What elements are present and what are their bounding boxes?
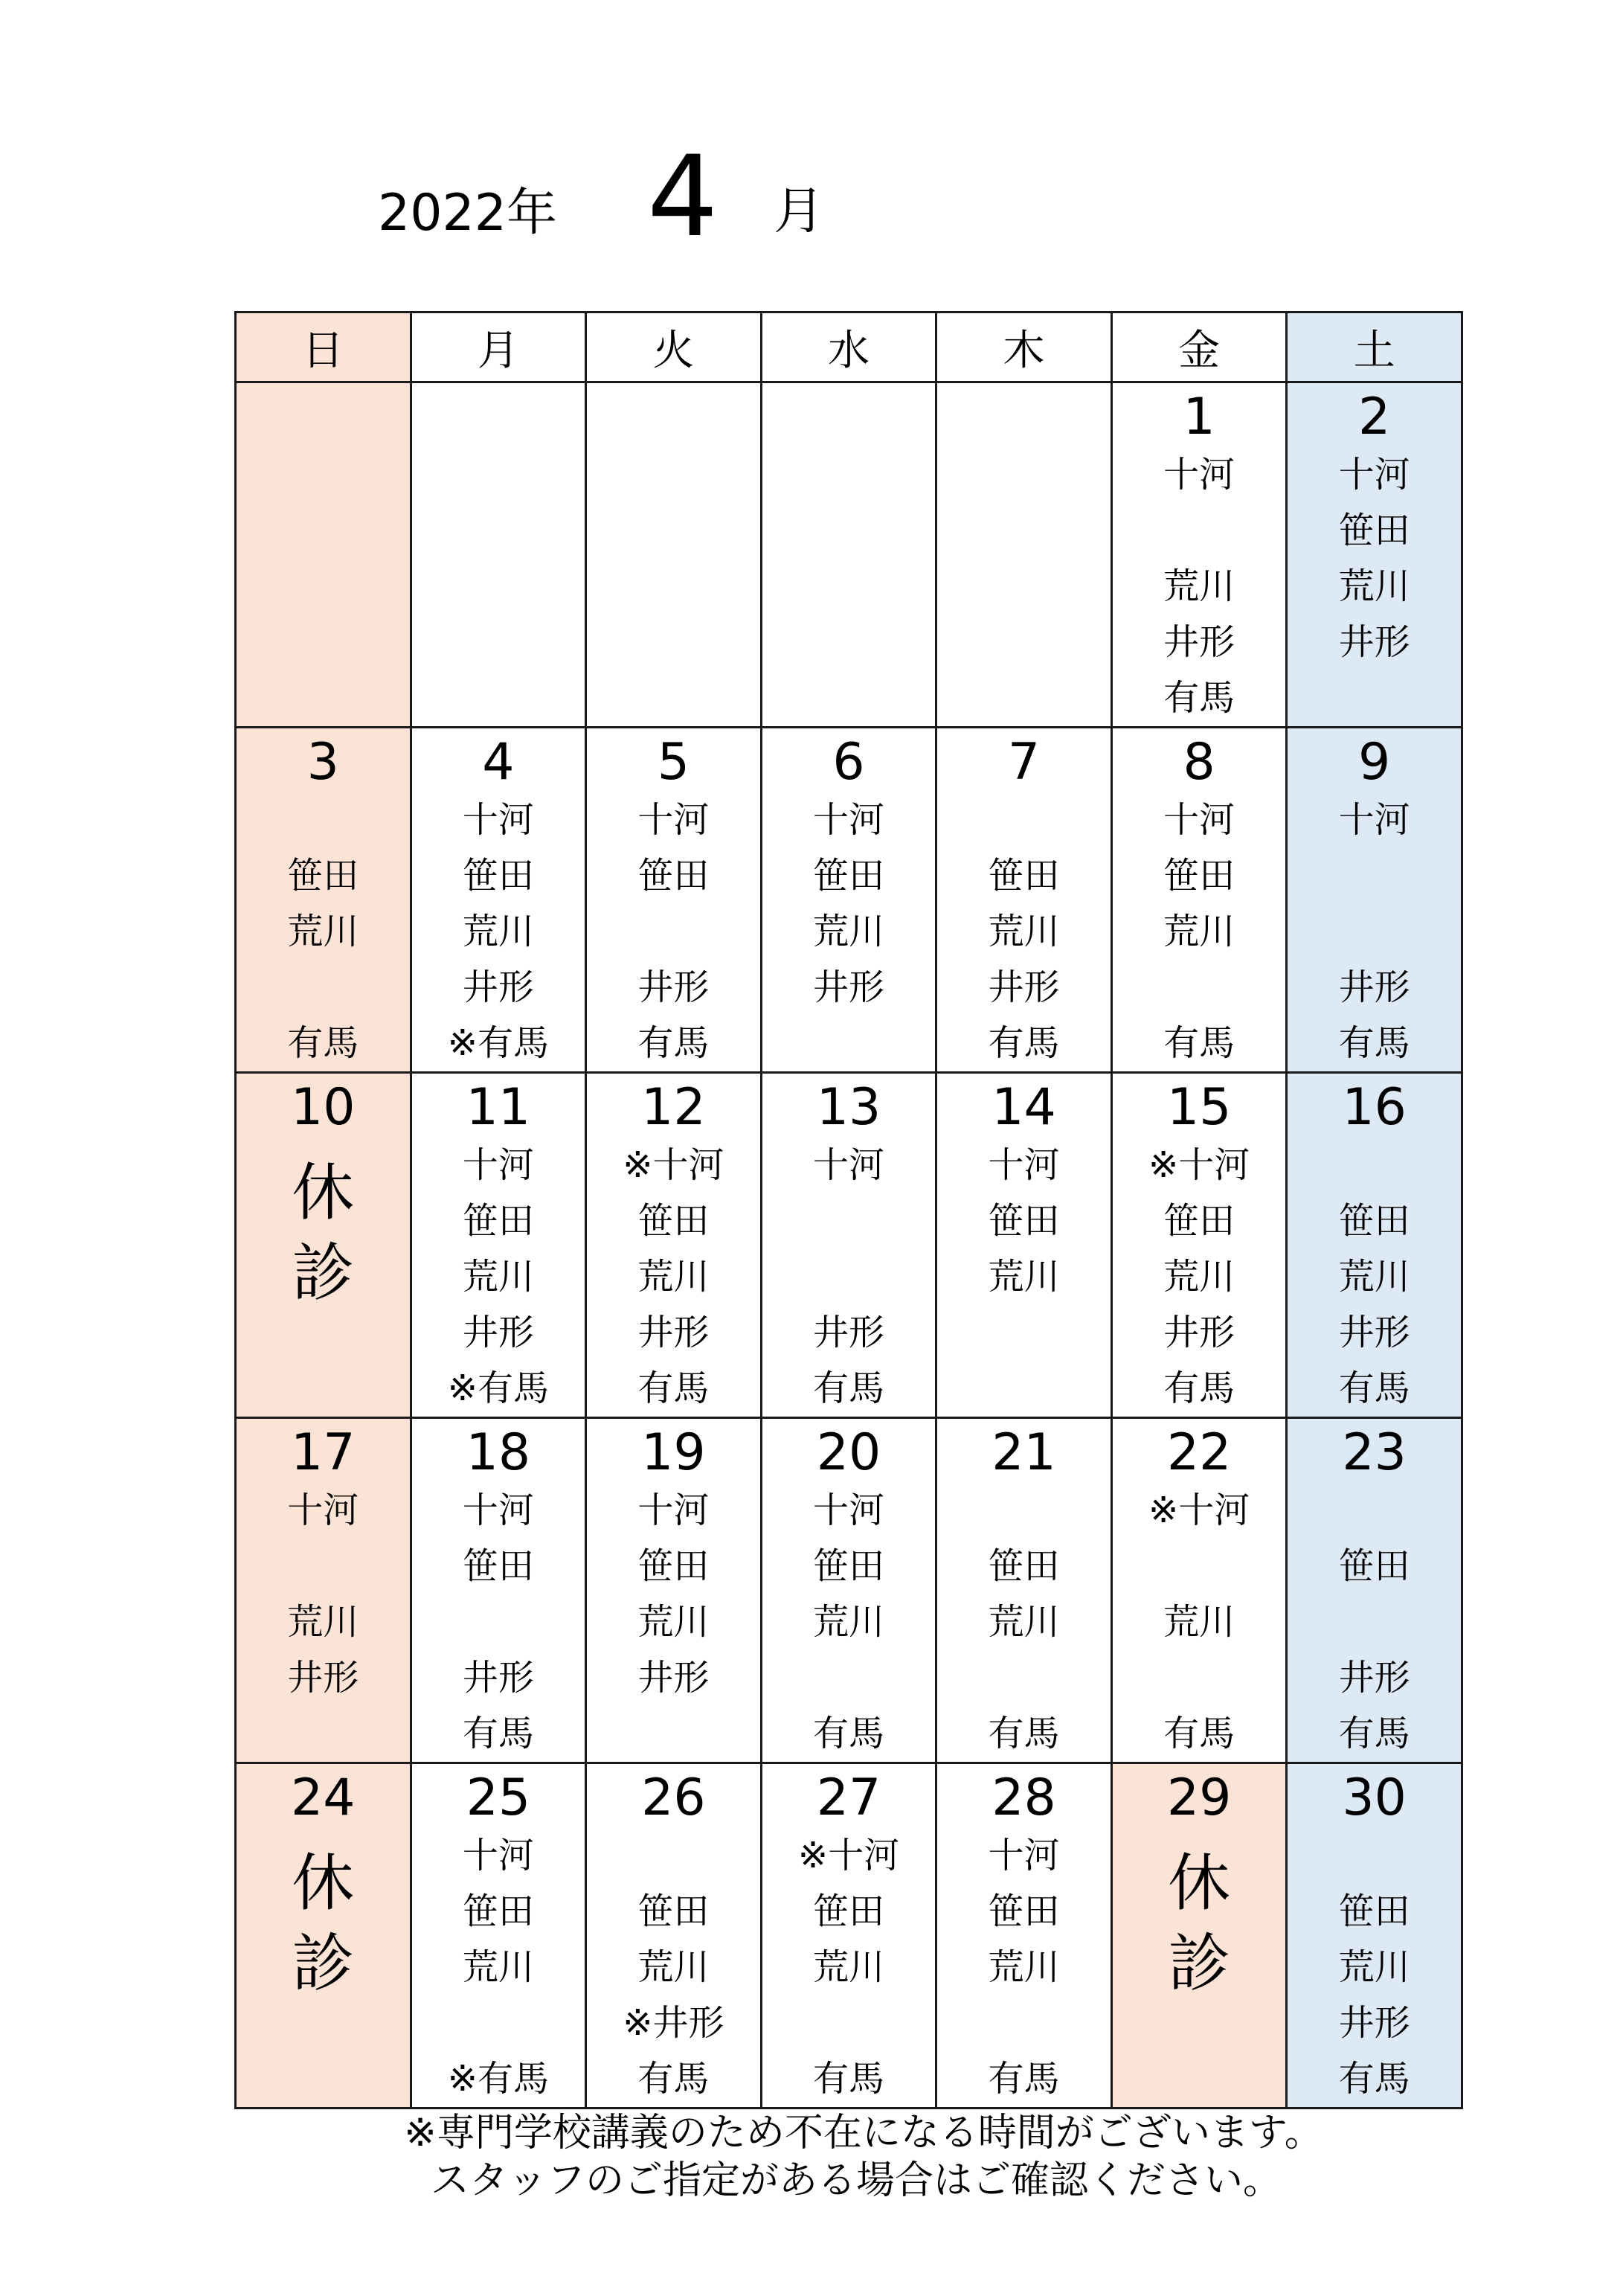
staff-name: 井形 [988,966,1060,1008]
footnote-line-2: スタッフのご指定がある場合はご確認ください。 [430,2158,1282,2203]
staff-name: 笹田 [1338,1545,1410,1587]
day-cell [761,728,936,1073]
staff-name [237,1706,410,1762]
staff-name: 荒川 [1338,565,1410,607]
day-cell [236,1073,411,1418]
staff-name [762,1650,936,1706]
staff-name: ※有馬 [447,2058,549,2100]
day-number: 7 [1007,733,1041,792]
day-number: 6 [832,733,865,792]
day-cell [936,728,1112,1073]
staff-name: 荒川 [988,1256,1060,1298]
staff-name [237,792,410,848]
day-number: 11 [466,1078,531,1137]
staff-name: 笹田 [287,855,359,897]
staff-name: ※有馬 [447,1367,549,1409]
day-cell [936,1073,1112,1418]
staff-name: ※十河 [1148,1489,1250,1531]
day-cell [1287,1073,1462,1418]
staff-name: 十河 [1338,454,1410,496]
staff-name: 有馬 [812,1367,884,1409]
staff-name: 笹田 [812,855,884,897]
staff-name: 井形 [637,1312,710,1353]
staff-name: ※井形 [623,2002,724,2044]
staff-name: 井形 [1338,2002,1410,2044]
day-number [587,388,760,447]
staff-name: 有馬 [1338,1713,1410,1754]
staff-name: 笹田 [812,1891,884,1932]
staff-name: 笹田 [988,1200,1060,1242]
closed-label: 休 診 [1168,1847,1231,2000]
staff-name: 荒川 [462,1256,534,1298]
staff-name [1288,1483,1461,1539]
day-number: 1 [1183,388,1215,446]
staff-name: 荒川 [988,1946,1060,1988]
staff-name: 十河 [812,1144,884,1186]
staff-name: 有馬 [812,1713,884,1754]
footnote-line-1: ※専門学校講義のため不在になる時間がございます。 [404,2111,1323,2155]
staff-name [762,1193,936,1249]
staff-name: 荒川 [1163,1256,1235,1298]
staff-name: 十河 [287,1489,359,1531]
day-cell [236,1418,411,1763]
day-number: 13 [816,1078,881,1137]
staff-name [237,1539,410,1594]
staff-name [762,1995,936,2051]
staff-name: 荒川 [988,1601,1060,1643]
staff-name [1288,1594,1461,1650]
staff-name [587,1828,760,1884]
staff-name: 井形 [1338,966,1410,1008]
staff-name [937,1995,1111,2051]
staff-name: 有馬 [287,1022,359,1064]
staff-name [412,1594,585,1650]
staff-name: 荒川 [637,1946,710,1988]
staff-name: 井形 [462,966,534,1008]
day-cell [761,1073,936,1418]
staff-name: 有馬 [462,1713,534,1754]
staff-name: 荒川 [287,1601,359,1643]
staff-name [1113,503,1286,559]
day-number [762,388,936,447]
staff-name: 笹田 [637,1200,710,1242]
day-number: 12 [641,1078,706,1137]
staff-name: ※有馬 [447,1022,549,1064]
staff-name [1288,848,1461,904]
staff-name: 十河 [637,1489,710,1531]
staff-name: 有馬 [1338,1367,1410,1409]
staff-name [937,1483,1111,1539]
staff-name: 笹田 [1338,1891,1410,1932]
staff-name: 十河 [462,1489,534,1531]
staff-name [937,1650,1111,1706]
day-number: 16 [1342,1078,1407,1137]
staff-name: 笹田 [637,855,710,897]
weekday-monday: 月 [411,312,586,382]
staff-name: 有馬 [637,1367,710,1409]
weekday-friday: 金 [1111,312,1287,382]
staff-name: 笹田 [462,855,534,897]
staff-name [937,1361,1111,1417]
staff-name [762,1016,936,1071]
staff-name: 荒川 [1338,1946,1410,1988]
staff-name: 十河 [988,1144,1060,1186]
closed-label: 休 診 [292,1847,355,2000]
week-row [236,382,1462,728]
weekday-saturday: 土 [1287,312,1462,382]
staff-name: 笹田 [637,1545,710,1587]
staff-name: 有馬 [1338,2058,1410,2100]
week-row [236,1763,1462,2109]
staff-name: 有馬 [988,1022,1060,1064]
staff-name [1288,1828,1461,1884]
day-cell [761,1763,936,2109]
day-cell [236,728,411,1073]
staff-name: 荒川 [462,1946,534,1988]
staff-name: 笹田 [988,1545,1060,1587]
staff-name: 有馬 [1338,1022,1410,1064]
day-number: 2 [1358,388,1391,446]
staff-name: 笹田 [462,1891,534,1932]
day-cell [236,382,411,728]
day-cell [586,1073,762,1418]
staff-name: 十河 [988,1835,1060,1876]
staff-name: ※十河 [797,1835,900,1876]
day-cell [586,728,762,1073]
staff-name: ※十河 [1148,1144,1250,1186]
day-number: 5 [657,733,690,792]
calendar-title [0,132,1623,275]
schedule-calendar [234,311,1463,2109]
staff-name: 井形 [1338,1312,1410,1353]
day-number: 21 [992,1423,1056,1482]
footnote [0,2109,1623,2204]
staff-name: 荒川 [1163,565,1235,607]
staff-name: 有馬 [988,2058,1060,2100]
day-cell [1287,728,1462,1073]
day-number: 20 [816,1423,881,1482]
staff-name: 井形 [287,1657,359,1699]
staff-name [1113,960,1286,1016]
staff-name: 荒川 [637,1256,710,1298]
closed-label: 休 診 [292,1156,355,1309]
staff-name: 井形 [637,966,710,1008]
staff-name: 笹田 [1163,855,1235,897]
staff-name: 荒川 [1163,1601,1235,1643]
day-cell [936,382,1112,728]
day-number: 4 [482,733,515,792]
day-cell [586,382,762,728]
day-number: 3 [306,733,339,792]
day-cell [586,1763,762,2109]
staff-name: 有馬 [1163,1367,1235,1409]
day-cell [586,1418,762,1763]
staff-name: 十河 [1338,799,1410,841]
day-number: 28 [992,1769,1056,1827]
year-label: 2022年 [378,184,558,243]
day-number: 26 [641,1769,706,1827]
staff-name [1113,1650,1286,1706]
staff-name: 荒川 [812,911,884,952]
day-cell [411,728,586,1073]
day-number: 29 [1166,1769,1232,1827]
staff-name: 十河 [812,799,884,841]
day-number: 14 [992,1078,1056,1137]
staff-name: 有馬 [637,2058,710,2100]
day-cell [936,1763,1112,2109]
staff-name: 荒川 [287,911,359,952]
day-cell [411,1073,586,1418]
day-number: 25 [466,1769,531,1827]
day-number: 23 [1342,1423,1407,1482]
staff-name: ※十河 [623,1144,724,1186]
weekday-tuesday: 火 [586,312,762,382]
staff-name: 荒川 [637,1601,710,1643]
staff-name: 荒川 [462,911,534,952]
day-cell [1111,382,1287,728]
day-cell [1287,382,1462,728]
week-row [236,728,1462,1073]
staff-name [587,1706,760,1762]
staff-name: 十河 [637,799,710,841]
day-number: 9 [1358,733,1391,792]
staff-name [237,960,410,1016]
week-row [236,1073,1462,1418]
weekday-wednesday: 水 [761,312,936,382]
staff-name: 有馬 [988,1713,1060,1754]
day-number: 30 [1342,1769,1407,1827]
weekday-thursday: 木 [936,312,1112,382]
day-cell [411,1763,586,2109]
staff-name: 荒川 [812,1601,884,1643]
weekday-sunday: 日 [236,312,411,382]
staff-name [1113,1539,1286,1594]
staff-name [1288,1138,1461,1193]
staff-name: 笹田 [462,1545,534,1587]
staff-name: 荒川 [1163,911,1235,952]
day-number: 19 [641,1423,706,1482]
day-cell [761,1418,936,1763]
staff-name: 井形 [1163,621,1235,663]
staff-name [412,1995,585,2051]
staff-name: 十河 [1163,799,1235,841]
day-number: 10 [291,1078,356,1137]
week-row [236,1418,1462,1763]
day-cell [411,382,586,728]
staff-name [762,1249,936,1305]
day-number: 17 [291,1423,356,1482]
day-number: 18 [466,1423,531,1482]
staff-name: 有馬 [1163,1713,1235,1754]
staff-name [1288,904,1461,960]
day-cell [236,1763,411,2109]
staff-name: 笹田 [1338,510,1410,551]
staff-name: 有馬 [812,2058,884,2100]
staff-name [937,792,1111,848]
day-cell [1287,1418,1462,1763]
weekday-header-row [236,312,1462,382]
month-label: 月 [774,182,825,241]
staff-name [587,904,760,960]
staff-name: 井形 [462,1657,534,1699]
staff-name: 井形 [812,1312,884,1353]
staff-name: 荒川 [812,1946,884,1988]
staff-name: 井形 [637,1657,710,1699]
staff-name: 荒川 [1338,1256,1410,1298]
staff-name: 笹田 [462,1200,534,1242]
day-cell [411,1418,586,1763]
staff-name: 井形 [1163,1312,1235,1353]
day-number [237,388,410,447]
staff-name: 笹田 [988,1891,1060,1932]
day-number [937,388,1111,447]
day-cell [1111,1073,1287,1418]
day-number: 27 [816,1769,881,1827]
month-number: 4 [647,132,719,262]
staff-name: 笹田 [1163,1200,1235,1242]
staff-name: 十河 [1163,454,1235,496]
day-cell [936,1418,1112,1763]
staff-name: 井形 [1338,1657,1410,1699]
staff-name [937,1305,1111,1361]
day-number: 15 [1166,1078,1232,1137]
staff-name: 十河 [462,1835,534,1876]
staff-name: 井形 [462,1312,534,1353]
staff-name: 有馬 [1163,1022,1235,1064]
staff-name: 笹田 [988,855,1060,897]
day-cell [1287,1763,1462,2109]
day-number: 22 [1166,1423,1232,1482]
staff-name: 十河 [462,1144,534,1186]
staff-name: 十河 [812,1489,884,1531]
staff-name: 井形 [812,966,884,1008]
staff-name: 井形 [1338,621,1410,663]
day-cell [1111,1763,1287,2109]
staff-name: 有馬 [637,1022,710,1064]
day-number [412,388,585,447]
staff-name: 笹田 [1338,1200,1410,1242]
staff-name: 荒川 [988,911,1060,952]
staff-name: 十河 [462,799,534,841]
day-number: 8 [1183,733,1215,792]
staff-name: 笹田 [637,1891,710,1932]
staff-name [1288,670,1461,726]
day-number: 24 [291,1769,356,1827]
staff-name: 笹田 [812,1545,884,1587]
staff-name: 有馬 [1163,677,1235,719]
day-cell [761,382,936,728]
day-cell [1111,728,1287,1073]
day-cell [1111,1418,1287,1763]
